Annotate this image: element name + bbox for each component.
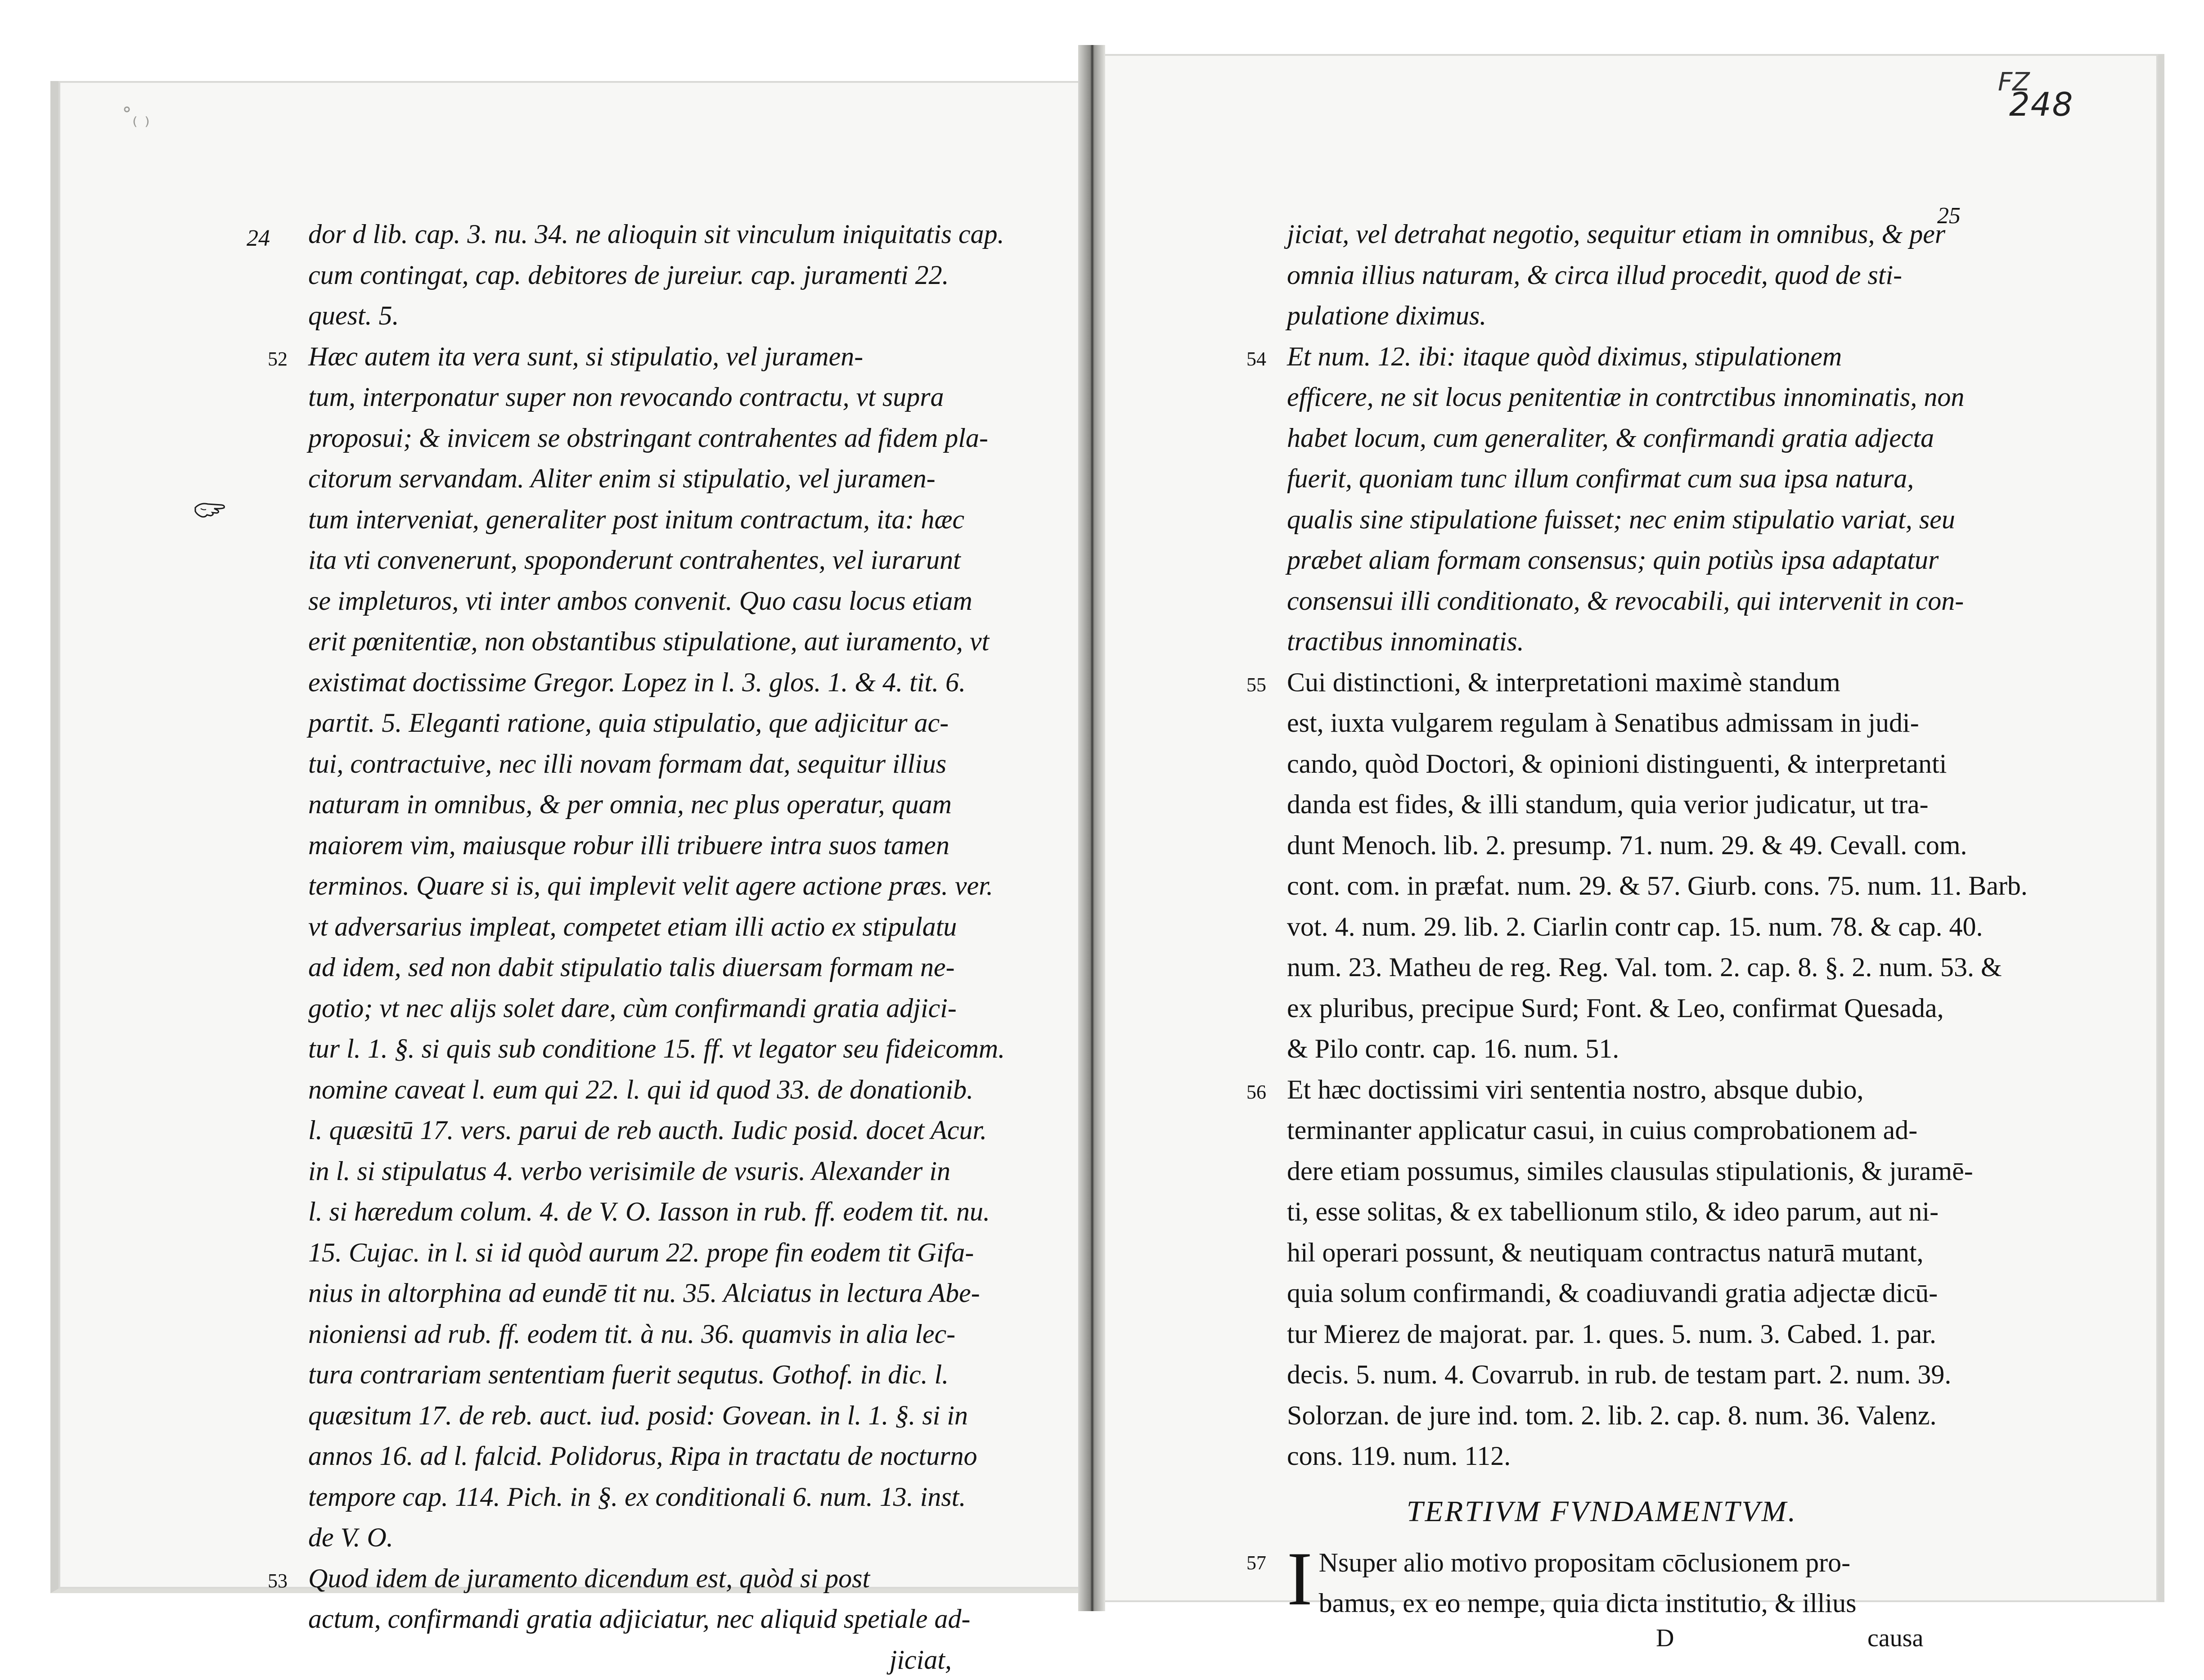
line-text: vot. 4. num. 29. lib. 2. Ciarlin contr cap. 15. num. 78. & cap. 40.	[1287, 911, 1983, 941]
text-line	[268, 1517, 970, 1558]
line-text: cum contingat, cap. debitores de jureiur. cap. juramenti 22.	[308, 260, 949, 290]
line-text: actum, confirmandi gratia adjiciatur, nec aliquid spetiale ad-	[308, 1604, 971, 1634]
text-line	[268, 1599, 970, 1639]
text-line	[1246, 1232, 1957, 1273]
line-text: gotio; vt nec alijs solet dare, cùm confirmandi gratia adjici-	[308, 993, 957, 1023]
line-text: nomine caveat l. eum qui 22. l. qui id quod 33. de donationib.	[308, 1074, 974, 1104]
line-text: erit pœnitentiæ, non obstantibus stipulatione, aut iuramento, vt	[308, 626, 990, 656]
text-line	[1246, 1151, 1973, 1192]
text-line	[268, 1477, 970, 1518]
text-line	[1246, 1354, 1957, 1395]
text-line	[268, 377, 970, 418]
line-text: Quod idem de juramento dicendum est, quòd si post	[308, 1563, 870, 1593]
text-line	[268, 662, 970, 703]
drop-capital: I	[1287, 1536, 1313, 1621]
text-line	[268, 1436, 977, 1477]
text-line	[268, 1314, 970, 1355]
text-line	[268, 499, 970, 540]
line-text: tum, interponatur super non revocando contractu, vt supra	[308, 382, 944, 412]
text-line	[1246, 1110, 1957, 1151]
text-line	[268, 703, 970, 743]
section-heading: TERTIVM FVNDAMENTVM.	[1406, 1495, 1798, 1528]
text-line	[1246, 784, 1957, 825]
page-number-left: 24	[247, 225, 270, 251]
text-line	[1246, 458, 1957, 499]
margin-number: 52	[268, 347, 288, 370]
line-text: tur l. 1. §. si quis sub conditione 15. ff. vt legator seu fideicomm.	[308, 1034, 1005, 1063]
line-text: Hæc autem ita vera sunt, si stipulatio, vel juramen-	[308, 341, 864, 371]
line-text: quest. 5.	[308, 301, 399, 330]
paragraph-57	[1246, 1536, 1957, 1624]
line-text: danda est fides, & illi standum, quia verior judicatur, ut tra-	[1287, 789, 1929, 819]
line-text: omnia illius naturam, & circa illud procedit, quod de sti-	[1287, 260, 1903, 290]
text-line	[1246, 1436, 1957, 1477]
line-text: vt adversarius impleat, competet etiam illi actio ex stipulatu	[308, 911, 957, 941]
line-text: Solorzan. de jure ind. tom. 2. lib. 2. cap. 8. num. 36. Valenz.	[1287, 1400, 1937, 1430]
margin-number: 54	[1246, 347, 1266, 370]
line-text: proposui; & invicem se obstringant contrahentes ad fidem pla-	[308, 423, 988, 453]
margin-number: 53	[268, 1569, 288, 1592]
margin-number: 55	[1246, 673, 1266, 696]
left-text-column	[268, 214, 1005, 1680]
text-line	[268, 1232, 974, 1273]
line-text: ti, esse solitas, & ex tabellionum stilo, & ideo parum, aut ni-	[1287, 1197, 1939, 1226]
text-line	[1246, 621, 1957, 662]
line-text: dere etiam possumus, similes clausulas stipulationis, & juramē-	[1287, 1156, 1973, 1186]
text-line	[268, 418, 988, 459]
text-line	[268, 458, 970, 499]
line-text: Et hæc doctissimi viri sententia nostro, absque dubio,	[1287, 1074, 1864, 1104]
text-line	[1246, 906, 1983, 947]
manicule-icon	[194, 499, 227, 520]
text-line	[1246, 214, 1957, 255]
line-text: & Pilo contr. cap. 16. num. 51.	[1287, 1034, 1619, 1063]
line-text: se impleturos, vti inter ambos convenit. Quo casu locus etiam	[308, 586, 972, 616]
line-text: tractibus innominatis.	[1287, 626, 1524, 656]
text-line	[1246, 865, 2028, 906]
line-text: existimat doctissime Gregor. Lopez in l. 3. glos. 1. & 4. tit. 6.	[308, 667, 966, 697]
text-line	[268, 1151, 970, 1192]
signature-mark: D	[1656, 1624, 1674, 1652]
folio-number: 248	[2009, 86, 2074, 123]
text-line	[268, 540, 970, 581]
text-line	[268, 1395, 970, 1436]
text-line	[1246, 255, 1957, 296]
line-text: pulatione diximus.	[1287, 301, 1487, 330]
line-text: nioniensi ad rub. ff. eodem tit. à nu. 36. quamvis in alia lec-	[308, 1319, 956, 1349]
text-line	[268, 906, 970, 947]
text-line	[268, 988, 970, 1029]
text-line	[268, 1191, 990, 1232]
text-line	[1246, 988, 1957, 1029]
line-text: Et num. 12. ibi: itaque quòd diximus, stipulationem	[1287, 341, 1842, 371]
text-line	[1246, 1028, 1957, 1069]
text-line	[1246, 825, 1967, 866]
line-text: præbet aliam formam consensus; quin potiùs ipsa adaptatur	[1287, 545, 1939, 575]
text-line	[1246, 377, 1965, 418]
text-line	[1246, 1273, 1957, 1314]
text-line	[1246, 540, 1957, 581]
text-line	[1246, 947, 2002, 988]
book-gutter	[1078, 45, 1105, 1611]
line-text: quæsitum 17. de reb. auct. iud. posid: Govean. in l. 1. §. si in	[308, 1400, 968, 1430]
line-text: ad idem, sed non dabit stipulatio talis diuersam formam ne-	[308, 952, 955, 982]
line-text: terminanter applicatur casui, in cuius comprobationem ad-	[1287, 1115, 1918, 1145]
catchword-right: causa	[1867, 1624, 1924, 1652]
margin-number: 57	[1246, 1551, 1266, 1574]
line-text: annos 16. ad l. falcid. Polidorus, Ripa in tractatu de nocturno	[308, 1441, 977, 1471]
text-line	[268, 1273, 980, 1314]
text-line	[1246, 336, 1957, 377]
text-line	[1246, 1069, 1957, 1110]
line-text: efficere, ne sit locus penitentiæ in contrctibus innominatis, non	[1287, 382, 1965, 412]
text-line	[268, 1110, 987, 1151]
line-text: qualis sine stipulatione fuisset; nec enim stipulatio variat, seu	[1287, 504, 1955, 534]
line-text: ex pluribus, precipue Surd; Font. & Leo, confirmat Quesada,	[1287, 993, 1944, 1023]
line-text: consensui illi conditionato, & revocabili, qui intervenit in con-	[1287, 586, 1964, 616]
line-text: cont. com. in præfat. num. 29. & 57. Giurb. cons. 75. num. 11. Barb.	[1287, 871, 2028, 901]
text-line	[268, 947, 970, 988]
folio-struck: FZ	[1998, 68, 2030, 97]
line-text: tum interveniat, generaliter post initum contractum, ita: hæc	[308, 504, 965, 534]
line-text: tur Mierez de majorat. par. 1. ques. 5. num. 3. Cabed. 1. par.	[1287, 1319, 1936, 1349]
line-text: in l. si stipulatus 4. verbo verisimile de vsuris. Alexander in	[308, 1156, 951, 1186]
line-text: jiciat, vel detrahat negotio, sequitur etiam in omnibus, & per	[1287, 219, 1946, 249]
line-text: terminos. Quare si is, qui implevit velit agere actione præs. ver.	[308, 871, 994, 901]
line-text: partit. 5. Eleganti ratione, quia stipulatio, que adjicitur ac-	[308, 708, 949, 738]
line-text: maiorem vim, maiusque robur illi tribuere intra suos tamen	[308, 830, 949, 860]
text-line	[268, 784, 970, 825]
line-text: l. si hæredum colum. 4. de V. O. Iasson in rub. ff. eodem tit. nu.	[308, 1197, 990, 1226]
line-text: tempore cap. 114. Pich. in §. ex conditionali 6. num. 13. inst.	[308, 1482, 966, 1512]
text-line	[1246, 418, 1957, 459]
text-line	[268, 1028, 1005, 1069]
line-text: decis. 5. num. 4. Covarrub. in rub. de testam part. 2. num. 39.	[1287, 1360, 1952, 1389]
text-line	[268, 581, 970, 622]
text-line	[1246, 581, 1964, 622]
line-text: ita vti convenerunt, spoponderunt contrahentes, vel iurarunt	[308, 545, 961, 575]
line-text: cando, quòd Doctori, & opinioni distinguenti, & interpretanti	[1287, 748, 1947, 779]
line-text: est, iuxta vulgarem regulam à Senatibus admissam in judi-	[1287, 708, 1919, 738]
text-line	[1246, 1191, 1957, 1232]
text-line	[268, 621, 990, 662]
line-text: tui, contractuive, nec illi novam formam dat, sequitur illius	[308, 748, 947, 779]
text-line	[268, 295, 970, 336]
line-text: Cui distinctioni, & interpretationi maximè standum	[1287, 667, 1840, 697]
line-text: de V. O.	[308, 1522, 393, 1552]
text-line	[268, 1069, 974, 1110]
line-text: habet locum, cum generaliter, & confirmandi gratia adjecta	[1287, 423, 1934, 453]
line-text: fuerit, quoniam tunc illum confirmat cum sua ipsa natura,	[1287, 464, 1914, 493]
line-text: dor d lib. cap. 3. nu. 34. ne alioquin sit vinculum iniquitatis cap.	[308, 219, 1004, 249]
line-text: l. quæsitū 17. vers. parui de reb aucth. Iudic posid. docet Acur.	[308, 1115, 987, 1145]
text-line	[1246, 662, 1957, 703]
text-line	[268, 214, 1004, 255]
line-text: nius in altorphina ad eundē tit nu. 35. Alciatus in lectura Abe-	[308, 1278, 980, 1308]
line-text: 15. Cujac. in l. si id quòd aurum 22. prope fin eodem tit Gifa-	[308, 1237, 974, 1267]
text-line	[268, 743, 970, 784]
corner-smudge: ˚₍ ₎	[121, 106, 150, 131]
text-line	[268, 825, 970, 866]
text-line: bamus, ex eo nempe, quia dicta institutio, & illius	[1318, 1588, 1857, 1618]
text-line	[1246, 1395, 1957, 1436]
text-line	[268, 1558, 970, 1599]
text-line	[268, 336, 970, 377]
line-text: cons. 119. num. 112.	[1287, 1441, 1511, 1471]
line-text: naturam in omnibus, & per omnia, nec plus operatur, quam	[308, 789, 952, 819]
line-text: hil operari possunt, & neutiquam contractus naturā mutant,	[1287, 1237, 1924, 1267]
line-text: citorum servandam. Aliter enim si stipulatio, vel juramen-	[308, 464, 936, 493]
line-text: dunt Menoch. lib. 2. presump. 71. num. 29. & 49. Cevall. com.	[1287, 830, 1967, 860]
margin-number: 56	[1246, 1081, 1266, 1103]
text-line	[1246, 743, 1957, 784]
text-line	[1246, 703, 1957, 743]
text-line	[268, 255, 970, 296]
text-line	[268, 1354, 970, 1395]
text-line	[1246, 295, 1957, 336]
text-line	[268, 865, 994, 906]
text-line: Nsuper alio motivo propositam cōclusionem pro-	[1318, 1547, 1851, 1577]
text-line	[1246, 1314, 1957, 1355]
catchword-left: jiciat,	[889, 1644, 952, 1675]
text-line	[1246, 499, 1957, 540]
line-text: tura contrariam sententiam fuerit sequtus. Gothof. in dic. l.	[308, 1360, 949, 1389]
line-text: num. 23. Matheu de reg. Reg. Val. tom. 2. cap. 8. §. 2. num. 53. &	[1287, 952, 2002, 982]
page-number-right: 25	[1937, 203, 1961, 229]
line-text: quia solum confirmandi, & coadiuvandi gratia adjectæ dicū-	[1287, 1278, 1938, 1308]
